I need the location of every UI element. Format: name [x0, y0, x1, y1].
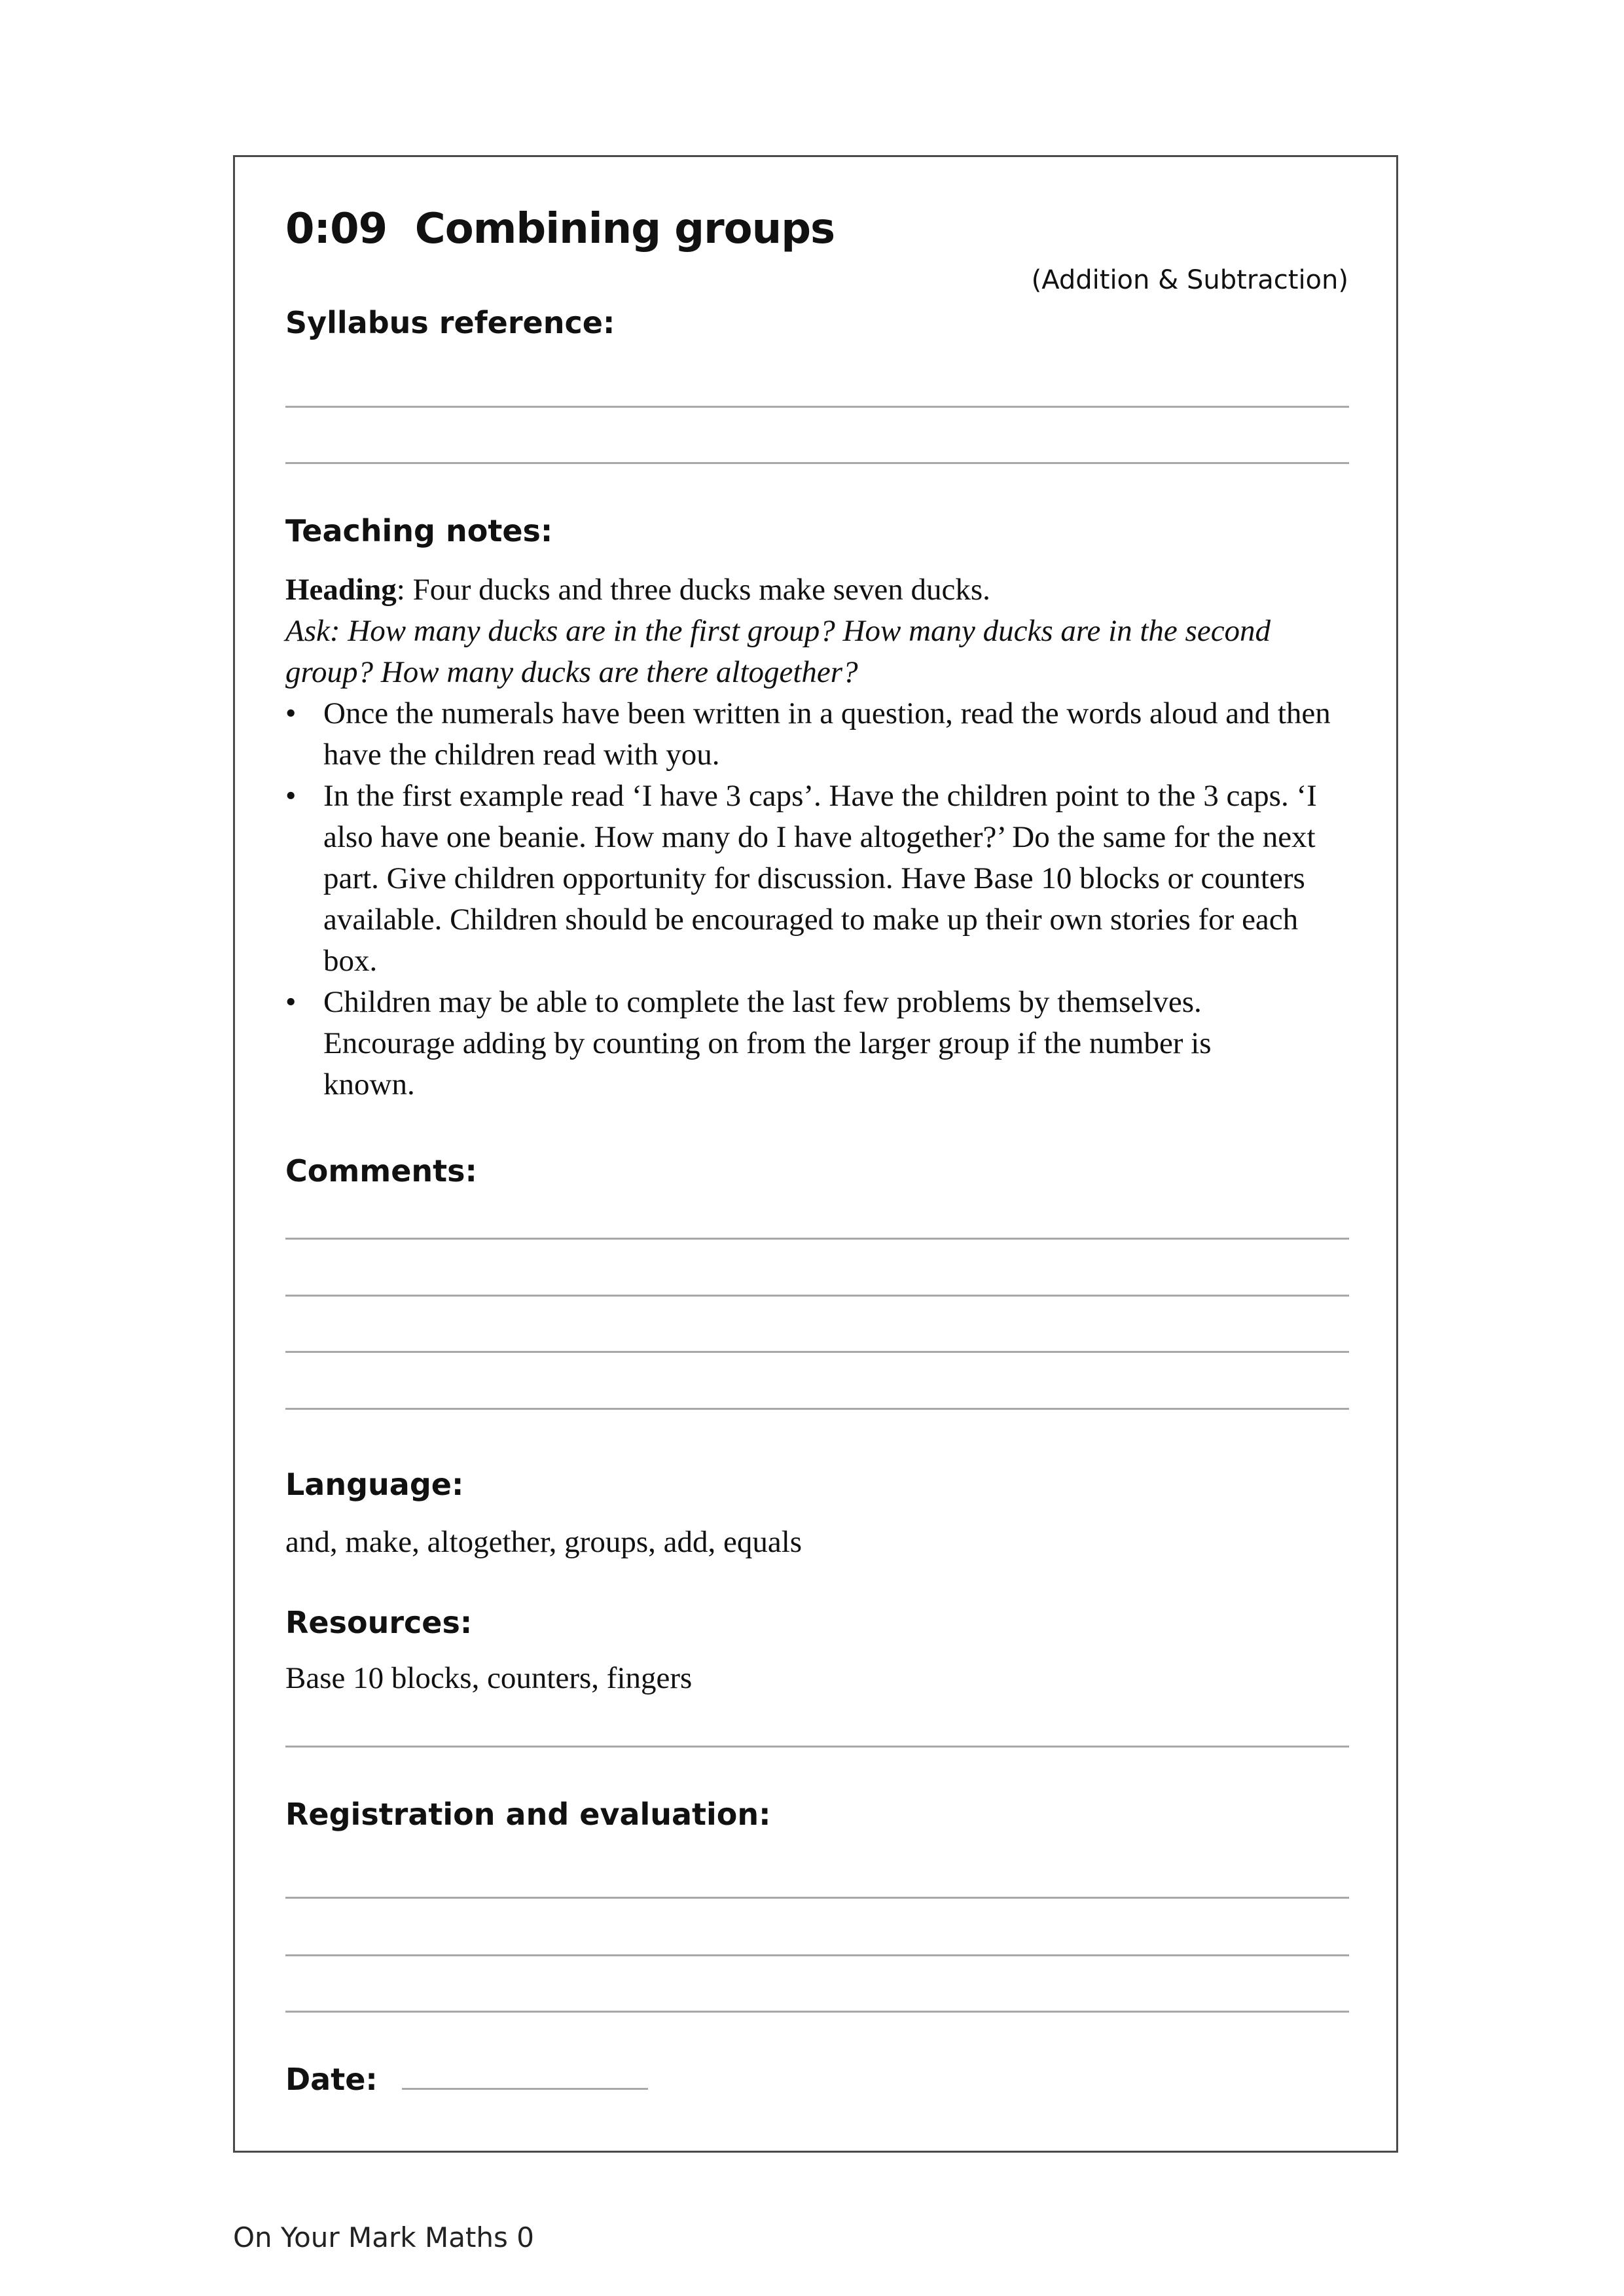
teaching-notes-label: Teaching notes: [285, 513, 553, 548]
lesson-title: Combining groups [414, 205, 835, 253]
ask-questions: Ask: How many ducks are in the first group? How many ducks are in the second group? How many ducks are there altogether? [285, 614, 1271, 689]
syllabus-line-1 [285, 406, 1349, 408]
resources-label: Resources: [285, 1605, 473, 1640]
lesson-code: 0:09 [285, 205, 388, 253]
date-line [402, 2088, 648, 2090]
heading-text: : Four ducks and three ducks make seven ducks. [396, 573, 990, 607]
registration-line-3 [285, 2011, 1349, 2013]
registration-line-1 [285, 1897, 1349, 1899]
comments-line-2 [285, 1295, 1349, 1297]
registration-line-2 [285, 1954, 1349, 1956]
date-label: Date: [285, 2062, 378, 2097]
teaching-notes-heading [285, 569, 1359, 611]
resources-text: Base 10 blocks, counters, fingers [285, 1661, 693, 1695]
bullet-item: • Children may be able to complete the last few problems by themselves. Encourage adding by counting on from the larger group if the number is known. [285, 982, 1359, 1105]
registration-label: Registration and evaluation: [285, 1797, 771, 1832]
bullet-item: • Once the numerals have been written in a question, read the words aloud and then have the children read with you. [285, 693, 1359, 776]
teaching-notes-body [285, 569, 1359, 1105]
teaching-notes-bullets [285, 693, 1359, 1105]
syllabus-line-2 [285, 462, 1349, 464]
heading-label: Heading [285, 573, 397, 607]
syllabus-reference-label: Syllabus reference: [285, 305, 615, 340]
bullet-item: • In the first example read ‘I have 3 caps’. Have the children point to the 3 caps. ‘I also have one beanie. How many do I have altogether?’ Do the same for the next part. Give children opportunity for discussion. Have Base 10 blocks or counters available. Children should be encouraged to make up their own stories for each box. [285, 776, 1359, 982]
comments-line-3 [285, 1351, 1349, 1353]
language-label: Language: [285, 1467, 464, 1502]
page-title [285, 205, 835, 253]
comments-line-4 [285, 1408, 1349, 1410]
language-text: and, make, altogether, groups, add, equals [285, 1525, 803, 1559]
resources-line [285, 1746, 1349, 1748]
strand-label: (Addition & Subtraction) [1031, 265, 1348, 295]
comments-label: Comments: [285, 1153, 477, 1189]
footer-text: On Your Mark Maths 0 [233, 2221, 534, 2253]
comments-line-1 [285, 1238, 1349, 1240]
